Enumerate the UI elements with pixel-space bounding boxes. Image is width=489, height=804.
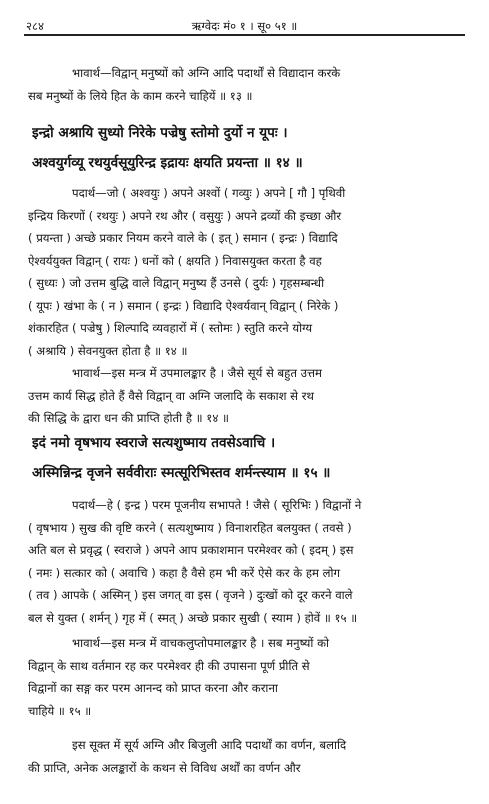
text-line: ( नमः ) सत्कार को ( अवाचि ) कहा है वैसे हम भी करें ऐसे कर के हम लोग <box>28 565 341 580</box>
page-number: २८४ <box>26 19 44 33</box>
running-title: ऋग्वेदः मं० १ । सू० ५१ ॥ <box>191 19 298 33</box>
text-line: उत्तम कार्य सिद्ध होते हैं वैसे विद्वान् वा अग्नि जलादि के सकाश से रथ <box>28 388 314 403</box>
text-line: भावार्थ—इस मन्त्र में वाचकलुप्तोपमालङ्कार है । सब मनुष्यों को <box>72 636 329 650</box>
text-line: ( यूपः ) खंभा के ( न ) समान ( इन्द्रः ) विद्यादि ऐश्वर्यवान् विद्वान् ( निरेके ) <box>28 298 339 313</box>
text-line: विद्वानों का सङ्ग कर परम आनन्द को प्राप्त करना और कराना <box>28 681 278 695</box>
verse-line: इदं नमो वृषभाय स्वराजे सत्यशुष्माय तवसेऽवाचि । <box>32 435 276 451</box>
text-line: विद्वान् के साथ वर्तमान रह कर परमेश्वर ही की उपासना पूर्ण प्रीति से <box>28 658 310 673</box>
text-line: की सिद्धि के द्वारा धन की प्राप्ति होती है ॥ १४ ॥ <box>28 411 229 425</box>
text-line: शंकारहित ( पज्रेषु ) शिल्पादि व्यवहारों में ( स्तोमः ) स्तुति करने योग्य <box>28 321 313 335</box>
text-line: अति बल से प्रवृद्ध ( स्वराजे ) अपने आप प्रकाशमान परमेश्वर को ( इदम् ) इस <box>28 543 354 557</box>
page-header <box>26 6 463 34</box>
header-rule <box>24 34 465 36</box>
text-line: इस सूक्त में सूर्य अग्नि और बिजुली आदि पदार्थों का वर्णन, बलादि <box>72 738 347 752</box>
padartha-15 <box>28 494 467 629</box>
verse-line: अस्मिन्निन्द्र वृजने सर्ववीराः स्मत्सूरिभिस्तव शर्मन्त्स्याम ॥ १५ ॥ <box>32 465 331 481</box>
bhavartha-14 <box>28 362 467 430</box>
bhavartha-13 <box>28 62 467 107</box>
text-line: सब मनुष्यों के लिये हित के काम करने चाहियें ॥ १३ ॥ <box>28 88 253 103</box>
verse-line: इन्द्रो अश्रायि सुध्यो निरेके पज्रेषु स्तोमो दुर्यो न यूपः । <box>32 125 288 141</box>
text-line: ऐश्वर्ययुक्त विद्वान् ( रायः ) धनों को ( क्षयति ) निवासयुक्त करता है वह <box>28 253 322 268</box>
text-line: पदार्थ—जो ( अश्वयुः ) अपने अश्वों ( गव्युः ) अपने [ गौ ] पृथिवी <box>72 186 346 200</box>
text-line: पदार्थ—हे ( इन्द्र ) परम पूजनीय सभापते ! जैसे ( सूरिभिः ) विद्वानों ने <box>72 498 362 512</box>
text-line: इन्द्रिय किरणों ( रथयुः ) अपने रथ और ( वसुयुः ) अपने द्रव्यों की इच्छा और <box>28 208 342 223</box>
bhavartha-15 <box>28 632 467 722</box>
text-line: भावार्थ—इस मन्त्र में उपमालङ्कार है । जैसे सूर्य से बहुत उत्तम <box>72 366 322 380</box>
text-line: भावार्थ—विद्वान् मनुष्यों को अग्नि आदि पदार्थों से विद्यादान करके <box>72 66 341 80</box>
text-line: ( अश्रायि ) सेवनयुक्त होता है ॥ १४ ॥ <box>28 343 188 358</box>
mantra-15 <box>32 428 467 488</box>
text-line: की प्राप्ति, अनेक अलङ्कारों के कथन से विविध अर्थों का वर्णन और <box>28 760 301 775</box>
mantra-14 <box>32 118 467 178</box>
verse-line: अश्वयुर्गव्यू रथयुर्वसूयुरिन्द्र इद्रायः क्षयति प्रयन्ता ॥ १४ ॥ <box>32 155 303 171</box>
sukta-summary <box>28 734 467 779</box>
text-line: ( वृषभाय ) सुख की वृष्टि करने ( सत्यशुष्माय ) विनाशरहित बलयुक्त ( तवसे ) <box>28 520 352 535</box>
text-line: चाहिये ॥ १५ ॥ <box>28 703 92 718</box>
padartha-14 <box>28 182 467 362</box>
text-line: बल से युक्त ( शर्मन् ) गृह में ( स्मत् ) अच्छे प्रकार सुखी ( स्याम ) होवें ॥ १५ ॥ <box>28 610 358 625</box>
text-line: ( सुध्यः ) जो उत्तम बुद्धि वाले विद्वान् मनुष्य हैं उनसे ( दुर्यः ) गृहसम्बन्धी <box>28 276 325 290</box>
text-line: ( प्रयन्ता ) अच्छे प्रकार नियम करने वाले के ( इत् ) समान ( इन्द्रः ) विद्यादि <box>28 231 338 245</box>
text-line: ( तव ) आपके ( अस्मिन् ) इस जगत् वा इस ( वृजने ) दुःखों को दूर करने वाले <box>28 588 353 602</box>
